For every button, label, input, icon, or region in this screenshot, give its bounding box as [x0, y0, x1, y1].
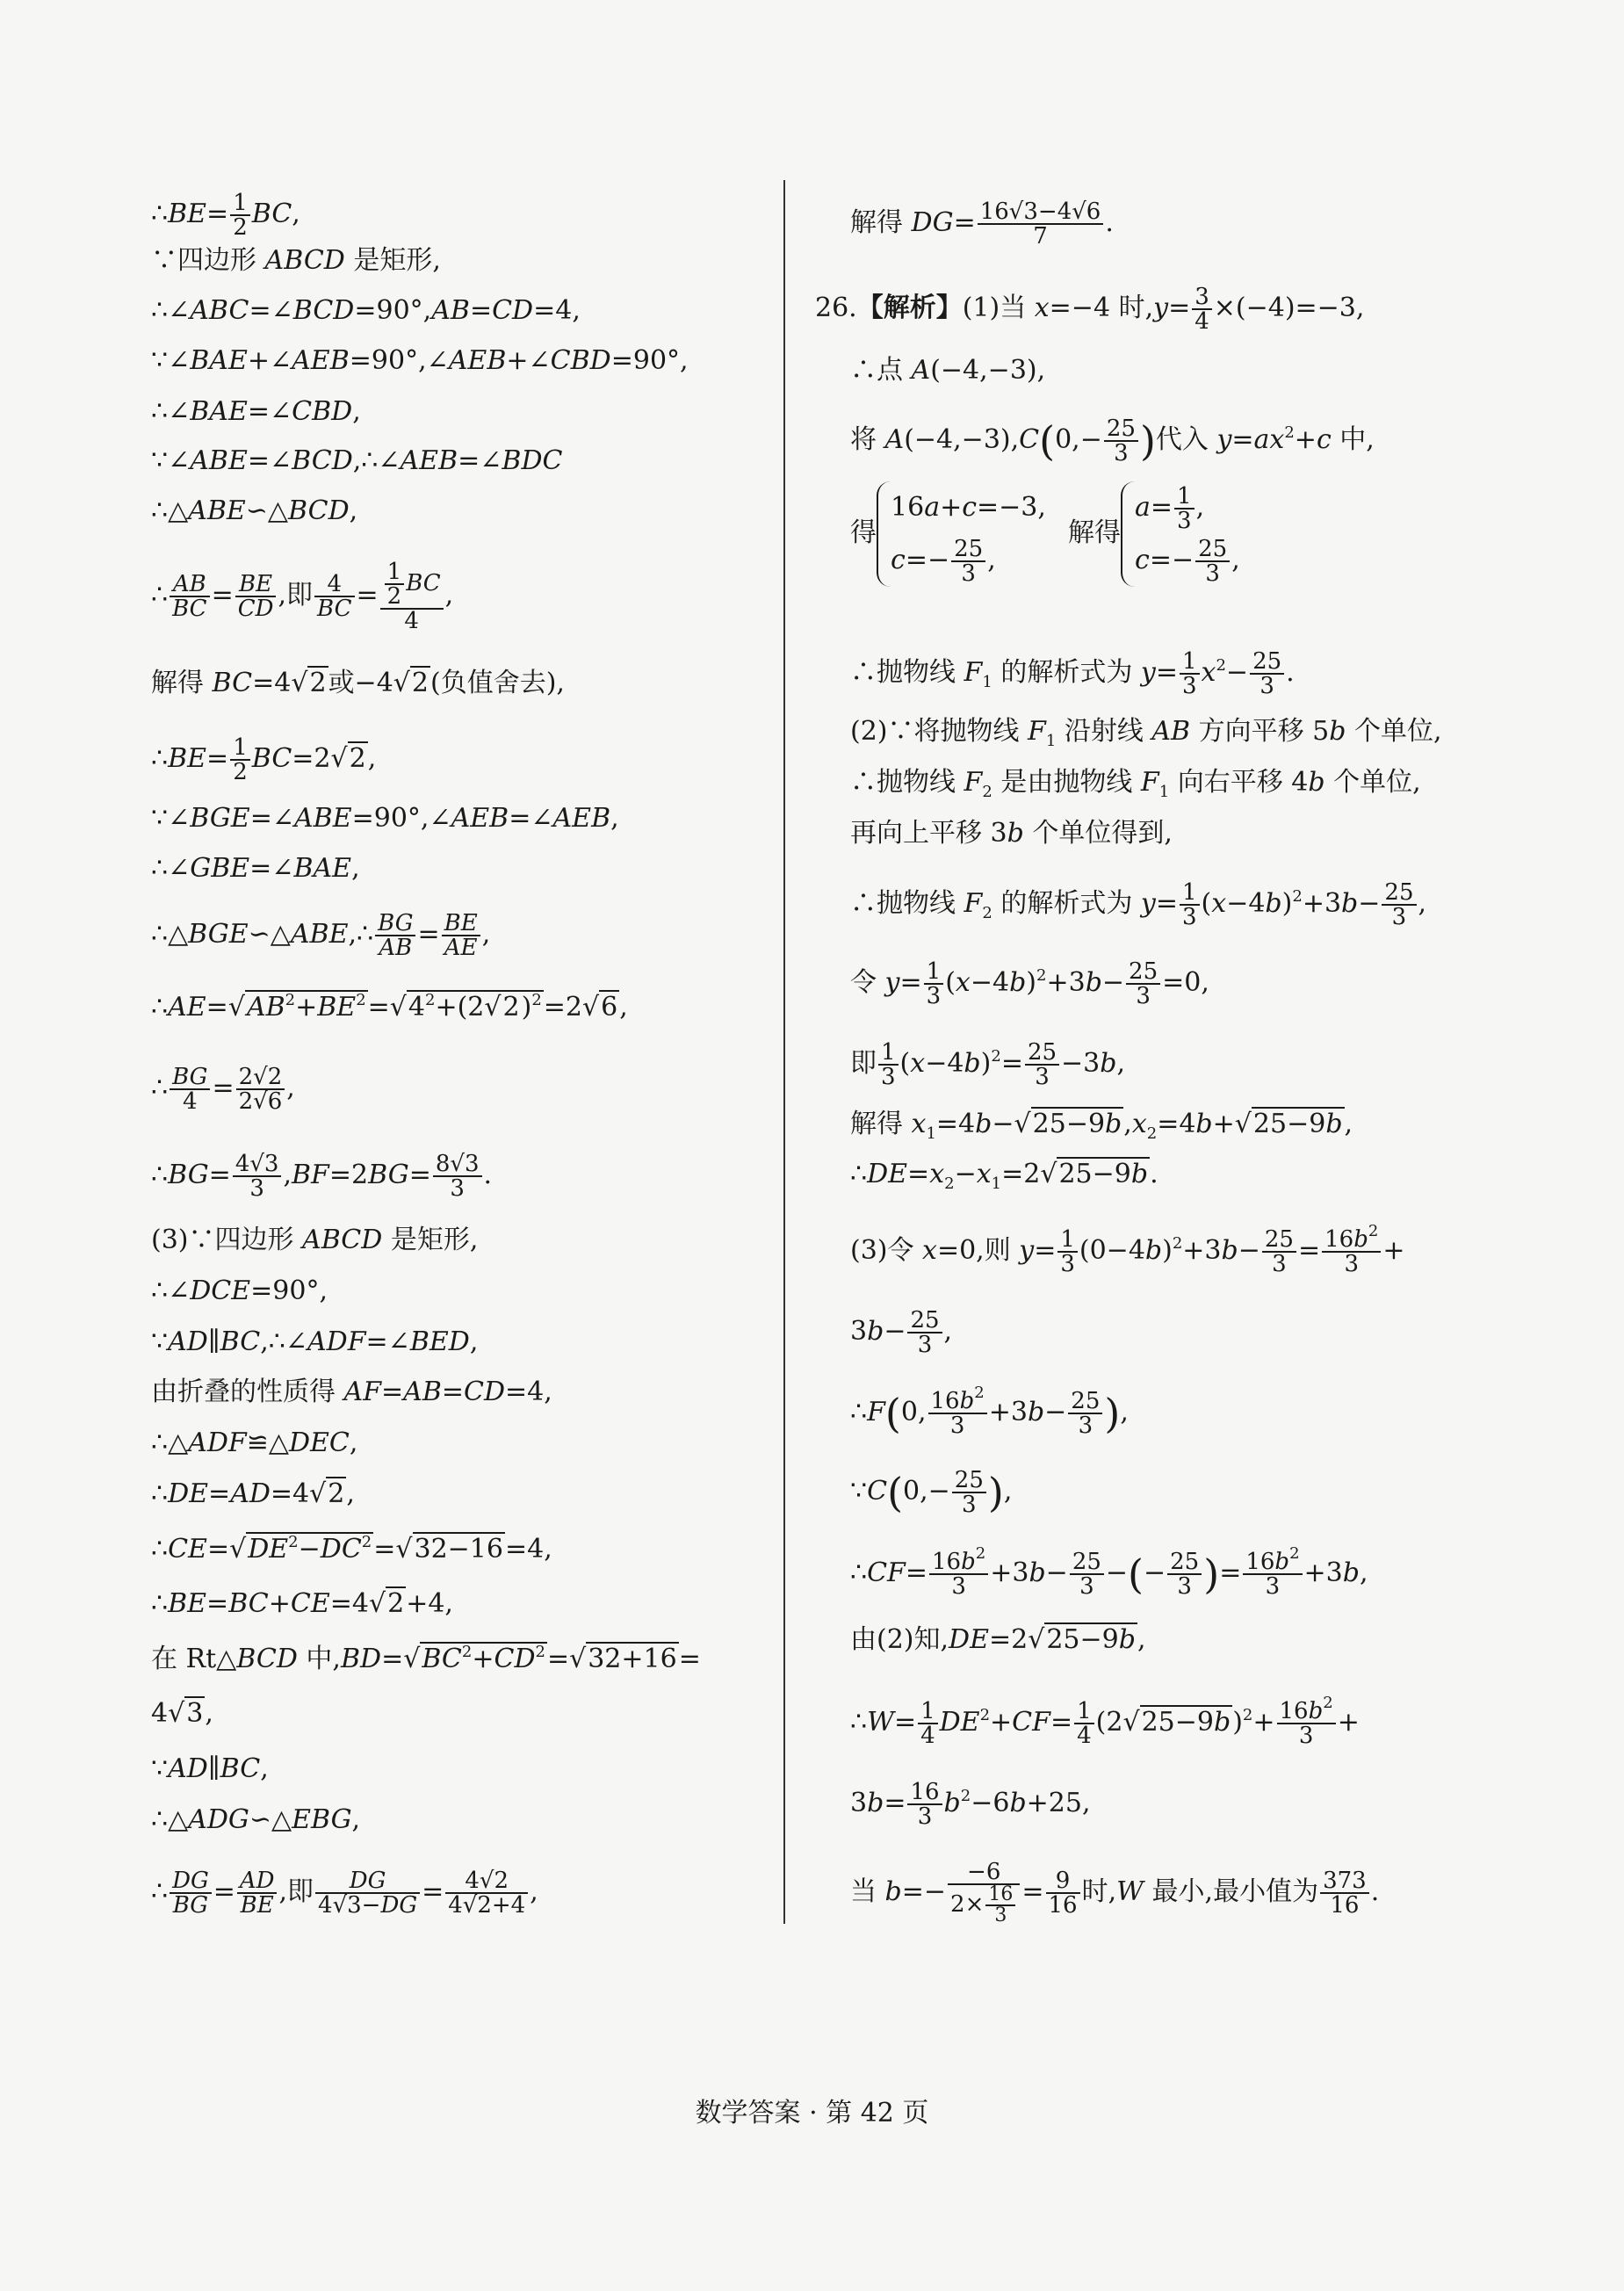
solution-line: ∴F(0, $\frac{16b^2}{3}$ +3b− $\frac{25}{3}$ ), — [850, 1384, 1129, 1439]
solution-line: (3)令 x=0,则 y= $\frac{1}{3}$ $(0-4b)^2+3b-$ $\frac{25}{3}$ = $\frac{16b^2}{3}$ + — [850, 1222, 1405, 1277]
solution-line: $\therefore DE=x_2-x_1=2√25-9b$. — [850, 1159, 1158, 1193]
solution-line: 解得 $x_1=4b-√25-9b,x_2=4b+√25-9b$, — [850, 1109, 1353, 1143]
solution-line: ∴∠ABC=∠BCD=90°,AB=CD=4, — [151, 295, 581, 326]
solution-line: (2)∵将抛物线 $F_1$ 沿射线 AB 方向平移 5b 个单位, — [850, 716, 1442, 750]
solution-line: 4√3, — [151, 1698, 213, 1729]
page-footer: 数学答案 · 第 42 页 — [695, 2098, 929, 2128]
solution-line: ∴△ADG∽△EBG, — [151, 1804, 361, 1835]
solution-line: 3b− $\frac{25}{3}$ , — [850, 1307, 953, 1358]
solution-line: ∴∠GBE=∠BAE, — [151, 853, 360, 884]
solution-line: ∴抛物线 $F_1$ 的解析式为 y= $\frac{1}{3}$ $x^2-$ $\frac{25}{3}$ . — [850, 648, 1295, 699]
solution-line: 3b= $\frac{16}{3}$ $b^2-6b+25$, — [850, 1779, 1091, 1830]
solution-line: ∵∠BAE+∠AEB=90°,∠AEB+∠CBD=90°, — [151, 345, 689, 376]
solution-line: ∵∠ABE=∠BCD,∴∠AEB=∠BDC — [151, 445, 563, 476]
solution-line: 再向上平移 3b 个单位得到, — [850, 818, 1173, 849]
solution-line: ∴BE= $\frac{1}{2}$ BC, — [151, 190, 300, 241]
solution-line: ∴DE=AD=4√2, — [151, 1478, 355, 1509]
solution-line: ∴BE=BC+CE=4√2+4, — [151, 1588, 453, 1619]
solution-line: 令 y= $\frac{1}{3}$ $(x-4b)^2+3b-$ $\frac{25}{3}$ =0, — [850, 958, 1209, 1009]
solution-line: 在 Rt△BCD 中$,BD=√BC^2+CD^2=√32+16=$ — [151, 1643, 701, 1674]
column-divider — [783, 180, 785, 1924]
solution-line: ∴点 A(−4,−3), — [850, 355, 1046, 386]
solution-line: 由(2)知,DE=2√25−9b, — [850, 1624, 1146, 1655]
solution-line: ∴抛物线 $F_2$ 的解析式为 y= $\frac{1}{3}$ $(x-4b)^2+3b-$ $\frac{25}{3}$ , — [850, 879, 1427, 930]
solution-line: $\therefore CE=√DE^2-DC^2=√32-16=4$, — [151, 1533, 552, 1565]
solution-line: ∴BE= $\frac{1}{2}$ BC=2√2, — [151, 734, 377, 785]
solution-line: 解得 BC=4√2或−4√2(负值舍去), — [151, 668, 565, 698]
solution-line: ∴△ADF≌△DEC, — [151, 1427, 358, 1458]
solution-line: ∵AD∥BC, — [151, 1753, 269, 1784]
solution-line: ∴△ABE∽△BCD, — [151, 495, 358, 526]
solution-line: ∴∠BAE=∠CBD, — [151, 396, 361, 427]
solution-line: ∴ $\frac{DG}{BG}$ = $\frac{AD}{BE}$ ,即 $\frac{DG}{4√3-DG}$ = $\frac{4√2}{4√2+4}$ , — [151, 1868, 538, 1919]
solution-line: ∴W= $\frac{1}{4}$ $DE^2+CF=$ $\frac{1}{4}$ $(2√25-9b)^2+$ $\frac{16b^2}{3}$ + — [850, 1694, 1360, 1749]
solution-line: 得 16a+c=−3, c=− $\frac{25}{3}$ , 解得 a= $\frac{1}{3}$ , c=− $\frac{25}{3}$ , — [850, 481, 1245, 587]
solution-line: $\therefore AE=√AB^2+BE^2=√4^2+(2√2)^2=2√6$, — [151, 991, 628, 1023]
solution-line: ∵C(0,− $\frac{25}{3}$ ), — [850, 1467, 1013, 1518]
solution-line: ∵∠BGE=∠ABE=90°,∠AEB=∠AEB, — [151, 803, 619, 834]
solution-line: ∵AD∥BC,∴∠ADF=∠BED, — [151, 1326, 479, 1357]
solution-line: ∴CF= $\frac{16b^2}{3}$ +3b− $\frac{25}{3}$ −(− $\frac{25}{3}$ )= $\frac{16b^2}{3}$ +3b, — [850, 1544, 1368, 1600]
solution-line: (3)∵四边形 ABCD 是矩形, — [151, 1225, 479, 1255]
solution-line: 将 A(−4,−3),C(0,− $\frac{25}{3}$ )代入 $y=ax^2+c$ 中, — [850, 416, 1375, 466]
solution-line: 即 $\frac{1}{3}$ $(x-4b)^2=$ $\frac{25}{3}$ −3b, — [850, 1039, 1126, 1090]
solution-line: ∵四边形 ABCD 是矩形, — [151, 245, 441, 276]
solution-line: ∴抛物线 $F_2$ 是由抛物线 $F_1$ 向右平移 4b 个单位, — [850, 767, 1421, 801]
problem-heading: 26.【解析】(1)当 x=−4 时,y= $\frac{3}{4}$ ×(−4)=−3, — [815, 284, 1365, 335]
solution-line: 解得 DG= $\frac{16√3-4√6}{7}$ . — [850, 199, 1114, 249]
solution-line: ∴ $\frac{AB}{BC}$ = $\frac{BE}{CD}$ ,即 $\frac{4}{BC}$ = $\frac{1}{2}$ BC 4 , — [151, 559, 454, 634]
solution-line: ∴BG= $\frac{4√3}{3}$ ,BF=2BG= $\frac{8√3}{3}$ . — [151, 1151, 493, 1202]
solution-line: ∴ $\frac{BG}{4}$ = $\frac{2√2}{2√6}$ , — [151, 1064, 295, 1115]
solution-line: 由折叠的性质得 AF=AB=CD=4, — [151, 1377, 552, 1407]
solution-line: ∴∠DCE=90°, — [151, 1276, 328, 1306]
solution-line: ∴△BGE∽△ABE,∴ $\frac{BG}{AB}$ = $\frac{BE}{AE}$ , — [151, 910, 491, 961]
solution-line: 当 b=− −6 2× $\frac{16}{3}$ = $\frac{9}{16}$ 时,W 最小,最小值为 $\frac{373}{16}$ . — [850, 1859, 1380, 1926]
